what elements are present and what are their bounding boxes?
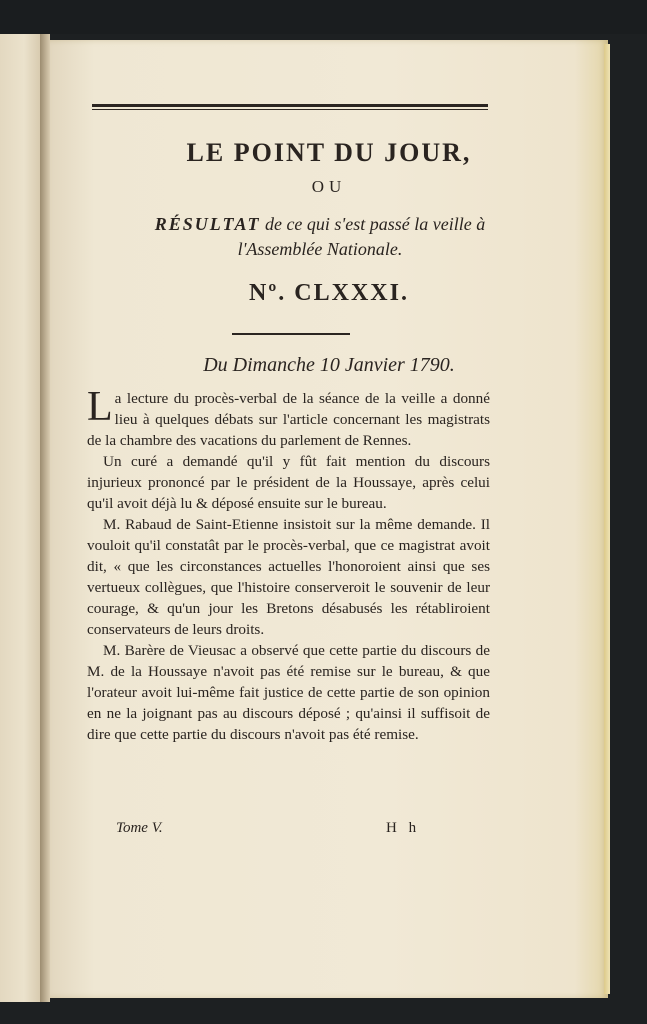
header-rule [92,104,488,110]
subtitle-line2: l'Assemblée Nationale. [237,239,403,259]
background [0,0,647,34]
paragraph-3: M. Rabaud de Saint-Etienne insistoit sur la même demande. Il vouloit qu'il constatât par le procès-verbal, que ce magistrat avoit dit, « que les circonstances actuelles l'honoroient ainsi que ses vertueux collègues, que l'histoire conserveroit le souvenir de leur courage, & qu'un jour les Bretons désabusés les rétabliroient conservateurs de leurs droits. [87,516,490,638]
issue-number: Nº. CLXXXI. [249,280,409,306]
paragraph-2: Un curé a demandé qu'il y fût fait mention du discours injurieux prononcé par le président de la Houssaye, après celui qu'il avoit déjà lu & déposé ensuite sur le bureau. [87,453,490,512]
paragraph-1-text: a lecture du procès-verbal de la séance de la veille a donné lieu à quelques débats sur l'article concernant les magistrats de la chambre des vacations du parlement de Rennes. [87,390,490,449]
paragraph-4: M. Barère de Vieusac a observé que cette partie du discours de M. de la Houssaye n'avoit pas été remise sur le bureau, & que l'orateur avoit lui-même fait justice de cette partie de son opinion en ne la joignant pas au discours déposé ; qu'ainsi il suffisoit de dire que cette partie du discours n'avoit pas été remise. [87,642,490,743]
newspaper-subtitle [120,212,520,262]
divider-rule [232,333,350,335]
subtitle-lead: RÉSULTAT [154,214,261,234]
left-page-edge [0,34,41,1002]
page-footer [116,820,446,837]
subtitle-line1: de ce qui s'est passé la veille à [260,214,486,234]
article-body [87,384,490,745]
book-gutter [40,34,50,1002]
tome-label: Tome V. [116,820,163,836]
drop-cap: L [87,384,113,430]
page-edge [604,44,610,994]
title-conjunction: OU [311,177,347,196]
signature-mark: H h [386,820,421,836]
paragraph-1 [87,384,490,451]
newspaper-title: LE POINT DU JOUR, [186,138,472,167]
issue-date: Du Dimanche 10 Janvier 1790. [203,354,455,376]
right-page [50,40,608,998]
